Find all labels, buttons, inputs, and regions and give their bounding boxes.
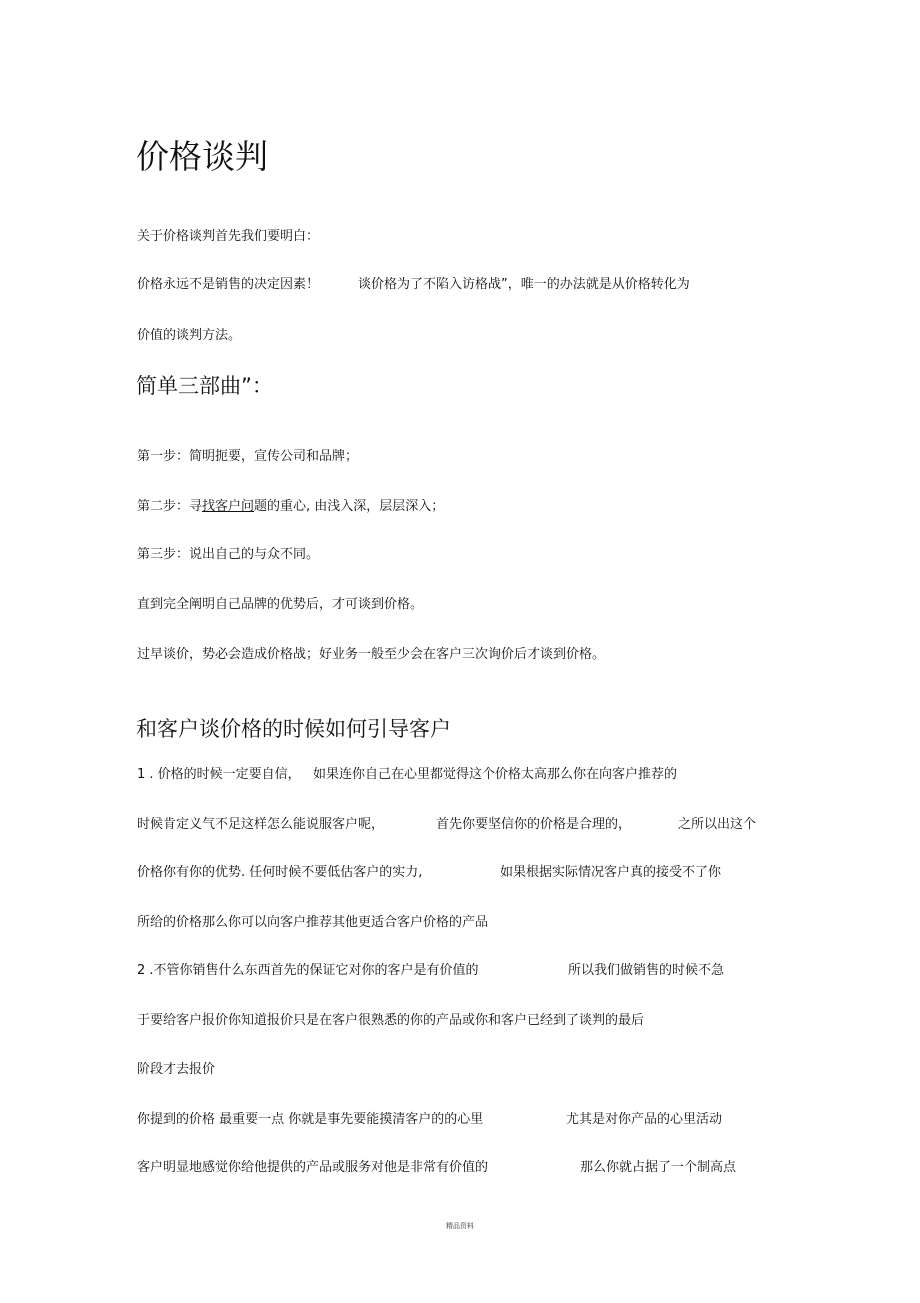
paragraph-text: 价值的谈判方法。 <box>137 328 242 343</box>
underlined-text: 找客户问 <box>202 499 255 514</box>
item-2-text: 所以我们做销售的时候不急 <box>568 963 725 978</box>
item-1-text: 时候肯定义气不足这样怎么能说服客户呢， <box>137 817 385 832</box>
step-2 <box>137 499 444 515</box>
item-1-text: 如果连你自己在心里都觉得这个价格太高那么你在向客户推荐的 <box>313 767 678 782</box>
item-1-text: 1 . 价格的时候一定要自信， <box>137 767 301 782</box>
item-1-text: 首先你要坚信你的价格是合理的， <box>436 817 632 832</box>
item-2-text: 阶段才去报价 <box>137 1062 216 1077</box>
item-1-text: 如果根据实际情况客户真的接受不了你 <box>500 865 722 880</box>
item-2-text: 客户明显地感觉你给他提供的产品或服务对他是非常有价值的 <box>137 1160 489 1175</box>
item-2-text: 于要给客户报价你知道报价只是在客户很熟悉的你的产品或你和客户已经到了谈判的最后 <box>137 1013 645 1028</box>
paragraph-text: 过早谈价，势必会造成价格战；好业务一般至少会在客户三次询价后才谈到价格。 <box>137 647 606 662</box>
step-1: 第一步：简明扼要，宣传公司和品牌； <box>137 449 359 464</box>
item-2-text: 2 .不管你销售什么东西首先的保证它对你的客户是有价值的 <box>137 963 479 978</box>
step-3: 第三步：说出自己的与众不同。 <box>137 547 320 562</box>
item-2-text: 那么你就占据了一个制高点 <box>580 1160 737 1175</box>
paragraph-text: 直到完全阐明自己品牌的优势后，才可谈到价格。 <box>137 597 424 612</box>
paragraph-text: 价格永远不是销售的决定因素！ <box>137 277 320 292</box>
intro-text: 关于价格谈判首先我们要明白： <box>137 229 320 244</box>
item-2-text: 尤其是对你产品的心里活动 <box>566 1112 723 1127</box>
page-footer: 精品资料 <box>446 1222 474 1230</box>
paragraph-text: 谈价格为了不陷入访格战”，唯一的办法就是从价格转化为 <box>358 277 690 292</box>
item-1-text: 所给的价格那么你可以向客户推荐其他更适合客户价格的产品 <box>137 915 489 930</box>
step-2-text: 题的重心, 由浅入深，层层深入； <box>254 499 445 514</box>
section-heading: 简单三部曲”： <box>136 374 273 398</box>
section-heading: 和客户谈价格的时候如何引导客户 <box>136 717 451 741</box>
item-2-text: 你提到的价格 最重要一点 你就是事先要能摸清客户的的心里 <box>137 1112 484 1127</box>
item-1-text: 之所以出这个 <box>678 817 757 832</box>
page-title: 价格谈判 <box>136 137 268 176</box>
step-2-text: 第二步：寻 <box>137 499 203 514</box>
item-1-text: 价格你有你的优势. 任何时候不要低估客户的实力, <box>137 865 423 880</box>
